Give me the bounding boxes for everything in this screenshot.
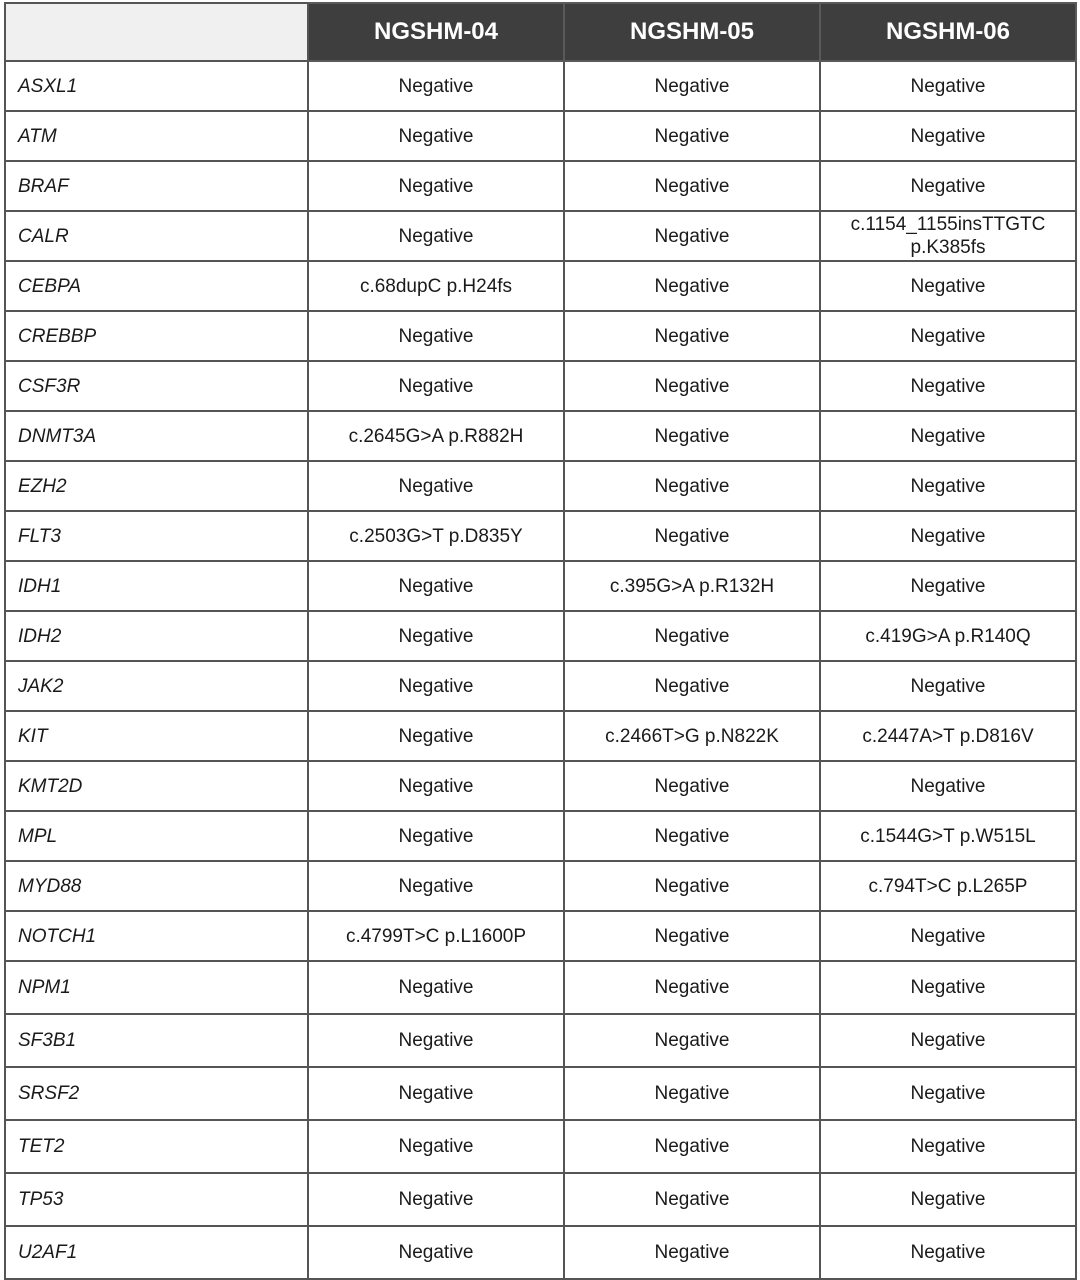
result-cell: c.2466T>G p.N822K bbox=[564, 711, 820, 761]
result-cell: Negative bbox=[308, 161, 564, 211]
table-row bbox=[5, 861, 1076, 911]
table-row bbox=[5, 311, 1076, 361]
result-cell: Negative bbox=[308, 61, 564, 111]
result-cell: c.395G>A p.R132H bbox=[564, 561, 820, 611]
result-cell: Negative bbox=[564, 161, 820, 211]
gene-name-cell: IDH2 bbox=[5, 611, 308, 661]
gene-name-cell: CREBBP bbox=[5, 311, 308, 361]
result-cell: Negative bbox=[820, 1173, 1076, 1226]
result-cell: Negative bbox=[820, 111, 1076, 161]
result-cell: Negative bbox=[564, 311, 820, 361]
result-cell: Negative bbox=[564, 511, 820, 561]
table-row bbox=[5, 211, 1076, 261]
result-cell: Negative bbox=[820, 1067, 1076, 1120]
gene-name-cell: KMT2D bbox=[5, 761, 308, 811]
result-cell: Negative bbox=[308, 311, 564, 361]
result-cell: Negative bbox=[564, 1014, 820, 1067]
result-cell: c.2645G>A p.R882H bbox=[308, 411, 564, 461]
result-cell: Negative bbox=[820, 1226, 1076, 1279]
result-cell: Negative bbox=[308, 661, 564, 711]
result-cell: Negative bbox=[308, 1120, 564, 1173]
result-cell: Negative bbox=[564, 761, 820, 811]
gene-name-cell: CALR bbox=[5, 211, 308, 261]
gene-name-cell: TET2 bbox=[5, 1120, 308, 1173]
result-cell: Negative bbox=[564, 811, 820, 861]
gene-name-cell: SRSF2 bbox=[5, 1067, 308, 1120]
result-cell: Negative bbox=[564, 1067, 820, 1120]
result-cell: c.4799T>C p.L1600P bbox=[308, 911, 564, 961]
table-row bbox=[5, 1014, 1076, 1067]
gene-name-cell: FLT3 bbox=[5, 511, 308, 561]
result-cell: Negative bbox=[564, 461, 820, 511]
gene-name-cell: NPM1 bbox=[5, 961, 308, 1014]
table-row bbox=[5, 111, 1076, 161]
result-cell: Negative bbox=[820, 911, 1076, 961]
gene-name-cell: EZH2 bbox=[5, 461, 308, 511]
gene-name-cell: IDH1 bbox=[5, 561, 308, 611]
result-cell: Negative bbox=[564, 411, 820, 461]
result-cell: Negative bbox=[308, 211, 564, 261]
result-cell: Negative bbox=[820, 561, 1076, 611]
result-cell: Negative bbox=[820, 461, 1076, 511]
result-cell: Negative bbox=[308, 461, 564, 511]
table-row bbox=[5, 61, 1076, 111]
gene-name-cell: KIT bbox=[5, 711, 308, 761]
header-corner-cell bbox=[5, 3, 308, 61]
result-cell: Negative bbox=[820, 661, 1076, 711]
result-cell: Negative bbox=[308, 361, 564, 411]
result-cell: Negative bbox=[564, 211, 820, 261]
gene-name-cell: CSF3R bbox=[5, 361, 308, 411]
table-row bbox=[5, 361, 1076, 411]
sample-header: NGSHM-04 bbox=[308, 3, 564, 61]
result-cell: c.419G>A p.R140Q bbox=[820, 611, 1076, 661]
result-cell: Negative bbox=[820, 361, 1076, 411]
gene-name-cell: SF3B1 bbox=[5, 1014, 308, 1067]
table-row bbox=[5, 711, 1076, 761]
result-cell: Negative bbox=[308, 111, 564, 161]
table-row bbox=[5, 1173, 1076, 1226]
result-cell: c.1154_1155insTTGTC p.K385fs bbox=[820, 211, 1076, 261]
table-row bbox=[5, 411, 1076, 461]
mutation-results-table bbox=[4, 2, 1077, 1280]
result-cell: Negative bbox=[308, 961, 564, 1014]
result-cell: Negative bbox=[308, 761, 564, 811]
result-cell: Negative bbox=[820, 411, 1076, 461]
table-header bbox=[5, 3, 1076, 61]
result-cell: Negative bbox=[308, 711, 564, 761]
result-cell: Negative bbox=[564, 361, 820, 411]
result-cell: Negative bbox=[308, 1014, 564, 1067]
result-cell: Negative bbox=[820, 511, 1076, 561]
result-cell: c.1544G>T p.W515L bbox=[820, 811, 1076, 861]
result-cell: Negative bbox=[820, 311, 1076, 361]
result-cell: Negative bbox=[564, 111, 820, 161]
mutation-results-table-container bbox=[4, 2, 1076, 1280]
result-cell: Negative bbox=[564, 611, 820, 661]
result-cell: c.794T>C p.L265P bbox=[820, 861, 1076, 911]
table-row bbox=[5, 261, 1076, 311]
result-cell: Negative bbox=[308, 611, 564, 661]
result-cell: c.68dupC p.H24fs bbox=[308, 261, 564, 311]
result-cell: Negative bbox=[820, 261, 1076, 311]
result-cell: Negative bbox=[820, 1120, 1076, 1173]
result-cell: Negative bbox=[308, 1226, 564, 1279]
result-cell: c.2447A>T p.D816V bbox=[820, 711, 1076, 761]
result-cell: Negative bbox=[308, 861, 564, 911]
gene-name-cell: MPL bbox=[5, 811, 308, 861]
table-row bbox=[5, 461, 1076, 511]
table-row bbox=[5, 161, 1076, 211]
header-row bbox=[5, 3, 1076, 61]
result-cell: Negative bbox=[820, 761, 1076, 811]
result-cell: Negative bbox=[564, 961, 820, 1014]
result-cell: Negative bbox=[564, 911, 820, 961]
table-row bbox=[5, 961, 1076, 1014]
result-cell: Negative bbox=[820, 61, 1076, 111]
result-cell: Negative bbox=[564, 861, 820, 911]
gene-name-cell: BRAF bbox=[5, 161, 308, 211]
sample-header: NGSHM-05 bbox=[564, 3, 820, 61]
table-body bbox=[5, 61, 1076, 1279]
result-cell: Negative bbox=[308, 1173, 564, 1226]
table-row bbox=[5, 661, 1076, 711]
gene-name-cell: U2AF1 bbox=[5, 1226, 308, 1279]
table-row bbox=[5, 1067, 1076, 1120]
table-row bbox=[5, 511, 1076, 561]
result-cell: Negative bbox=[564, 1120, 820, 1173]
table-row bbox=[5, 611, 1076, 661]
table-row bbox=[5, 811, 1076, 861]
result-cell: Negative bbox=[564, 1226, 820, 1279]
table-row bbox=[5, 761, 1076, 811]
result-cell: Negative bbox=[308, 811, 564, 861]
result-cell: Negative bbox=[564, 261, 820, 311]
gene-name-cell: TP53 bbox=[5, 1173, 308, 1226]
gene-name-cell: MYD88 bbox=[5, 861, 308, 911]
gene-name-cell: ASXL1 bbox=[5, 61, 308, 111]
result-cell: Negative bbox=[820, 961, 1076, 1014]
gene-name-cell: CEBPA bbox=[5, 261, 308, 311]
result-cell: Negative bbox=[308, 1067, 564, 1120]
result-cell: Negative bbox=[820, 161, 1076, 211]
table-row bbox=[5, 911, 1076, 961]
table-row bbox=[5, 1120, 1076, 1173]
result-cell: c.2503G>T p.D835Y bbox=[308, 511, 564, 561]
result-cell: Negative bbox=[308, 561, 564, 611]
gene-name-cell: ATM bbox=[5, 111, 308, 161]
result-cell: Negative bbox=[564, 661, 820, 711]
table-row bbox=[5, 561, 1076, 611]
result-cell: Negative bbox=[564, 1173, 820, 1226]
gene-name-cell: NOTCH1 bbox=[5, 911, 308, 961]
result-cell: Negative bbox=[820, 1014, 1076, 1067]
gene-name-cell: DNMT3A bbox=[5, 411, 308, 461]
gene-name-cell: JAK2 bbox=[5, 661, 308, 711]
result-cell: Negative bbox=[564, 61, 820, 111]
sample-header: NGSHM-06 bbox=[820, 3, 1076, 61]
